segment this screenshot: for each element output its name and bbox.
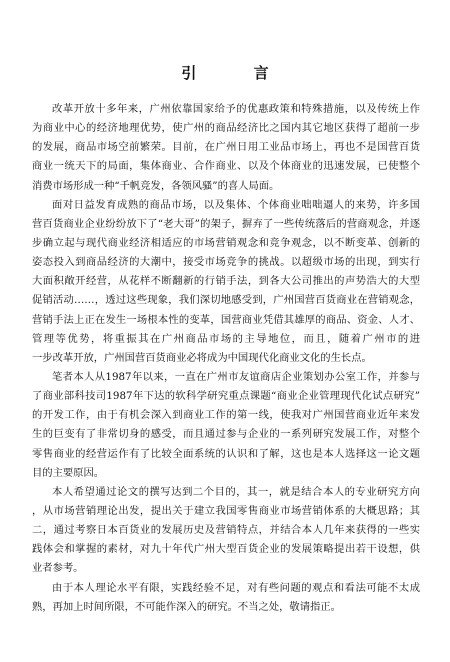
text-line: 促销活动……，透过这些现象，我们深切地感受到，广州国营百货商业在营销观念，: [32, 294, 420, 307]
text-line: 营销手法上正在发生一场根本性的变革，国营商业凭借其雄厚的商品、资金、人才、: [32, 313, 420, 326]
text-line: 管理等优势，将重振其在广州商品市场的主导地位，而且，随着广州市的进: [32, 332, 420, 345]
text-line: 本人希望通过论文的撰写达到二个目的，其一，就是结合本人的专业研究方向: [52, 485, 420, 498]
document-body: [32, 100, 420, 617]
text-line: 零售商业的经营运作有了比较全面系统的认识和了解，这也是本人选择这一论文题: [32, 447, 420, 460]
paragraph: [32, 196, 420, 368]
text-line: 一步改革开放，广州国营百货商业必将成为中国现代化商业文化的生长点。: [32, 351, 372, 364]
paragraph: [32, 100, 420, 196]
text-line: 消费市场形成一种“千帆竞发，各领风骚”的喜人局面。: [32, 179, 280, 192]
page-title: 引 言: [181, 64, 295, 82]
text-line: 大面积敞开经营，从花样不断翻新的行销手法，到各大公司推出的声势浩大的大型: [32, 275, 420, 288]
paragraph: [32, 368, 420, 483]
text-line: 姿态投入到商品经济的大潮中，接受市场竞争的挑战。以超级市场的出现，到实行: [32, 256, 420, 269]
paragraph: [32, 483, 420, 579]
text-line: ，从市场营销理论出发，提出关于建立我国零售商业市场营销体系的大概思路；其: [32, 504, 420, 517]
text-line: 熟，再加上时间所限，不可能作深入的研究。不当之处，敬请指正。: [32, 600, 341, 613]
text-line: 的发展，商品市场空前繁荣。目前，在广州日用工业品市场上，再也不是国营百货: [32, 141, 420, 154]
text-line: 目的主要原因。: [32, 466, 105, 479]
text-line: 业者参考。: [32, 562, 84, 575]
text-line: 笔者本人从1987年以来，一直在广州市友谊商店企业策划办公室工作，并参与: [52, 370, 420, 383]
text-line: 商业一统天下的局面，集体商业、合作商业、以及个体商业的迅速发展，已使整个: [32, 160, 420, 173]
text-line: 的开发工作，由于有机会深入到商业工作的第一线，使我对广州国营商业近年来发: [32, 409, 420, 422]
text-line: 践体会和掌握的素材，对九十年代广州大型百货企业的发展策略提出若干设想，供: [32, 543, 420, 556]
text-line: 改革开放十多年来，广州依靠国家给予的优惠政策和特殊措施，以及传统上作: [52, 103, 420, 115]
text-line: 由于本人理论水平有限，实践经验不足，对有些问题的观点和看法可能不太成: [52, 581, 420, 594]
text-line: 二，通过考察日本百货业的发展历史及营销特点，并结合本人几年来获得的一些实: [32, 524, 420, 537]
text-line: 面对日益发育成熟的商品市场，以及集体、个体商业咄咄逼人的来势，许多国: [52, 198, 420, 211]
text-line: 营百货商业企业纷纷放下了“老大哥”的架子，摒弃了一些传统落后的营商观念，并逐: [32, 217, 420, 230]
text-line: 生的巨变有了非常切身的感受，而且通过参与企业的一系列研究发展工作，对整个: [32, 428, 420, 441]
text-line: 为商业中心的经济地理优势，使广州的商品经济比之国内其它地区获得了超前一步: [32, 122, 420, 135]
text-line: 了商业部科技司1987年下达的软科学研究重点课题“商业企业管理现代化试点研究”: [32, 390, 420, 403]
text-line: 步确立起与现代商业经济相适应的市场营销观念和竞争观念，以不断变革、创新的: [32, 236, 420, 249]
paragraph: [32, 579, 420, 617]
